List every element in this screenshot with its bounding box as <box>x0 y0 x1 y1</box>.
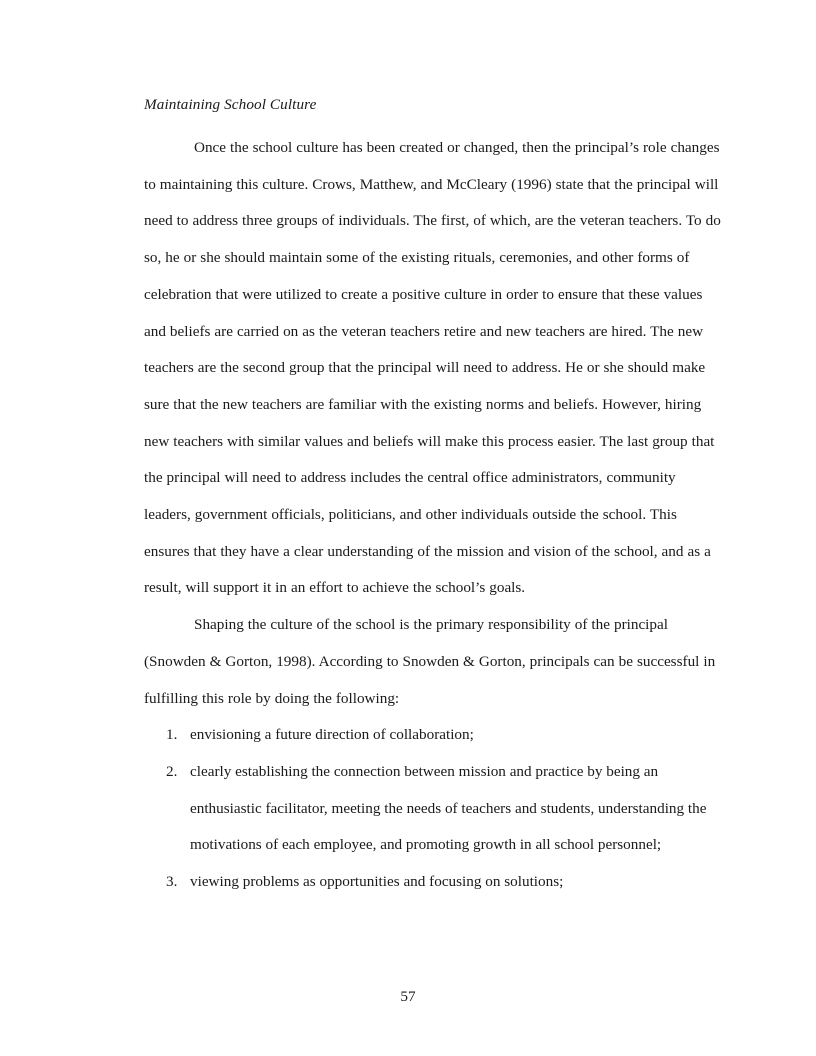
section-heading: Maintaining School Culture <box>144 96 317 113</box>
body-paragraph-2: Shaping the culture of the school is the primary responsibility of the principal (Snowden & Gorton, 1998). According to Snowden & Gorton, principals can be successful in fulfilling this role by doing the following: <box>144 616 716 707</box>
page-content <box>144 94 722 901</box>
list-item <box>144 717 722 754</box>
page-number: 57 <box>400 988 416 1005</box>
list-item-text: viewing problems as opportunities and focusing on solutions; <box>190 873 564 891</box>
list-item <box>144 864 722 901</box>
list-item-marker: 2. <box>166 762 178 780</box>
list-item-marker: 1. <box>166 726 178 744</box>
list-item <box>144 754 722 864</box>
body-paragraph-1: Once the school culture has been created or changed, then the principal’s role changes to maintaining this culture. Crows, Matthew, and McCleary (1996) state that the principal will need to address three groups of individuals. The first, of which, are the veteran teachers. To do so, he or she should maintain some of the existing rituals, ceremonies, and other forms of celebration that were utilized to create a positive culture in order to ensure that these values and beliefs are carried on as the veteran teachers retire and new teachers are hired. The new teachers are the second group that the principal will need to address. He or she should make sure that the new teachers are familiar with the existing norms and beliefs. However, hiring new teachers with similar values and beliefs will make this process easier. The last group that the principal will need to address includes the central office administrators, community leaders, government officials, politicians, and other individuals outside the school. This ensures that they have a clear understanding of the mission and vision of the school, and as a result, will support it in an effort to achieve the school’s goals. <box>144 139 721 597</box>
numbered-list <box>144 717 722 901</box>
list-item-marker: 3. <box>166 873 178 891</box>
list-item-text: clearly establishing the connection between mission and practice by being an enthusiastic facilitator, meeting the needs of teachers and students, understanding the motivations of each employee, and promoting growth in all school personnel; <box>190 762 707 854</box>
list-item-text: envisioning a future direction of collaboration; <box>190 726 474 744</box>
